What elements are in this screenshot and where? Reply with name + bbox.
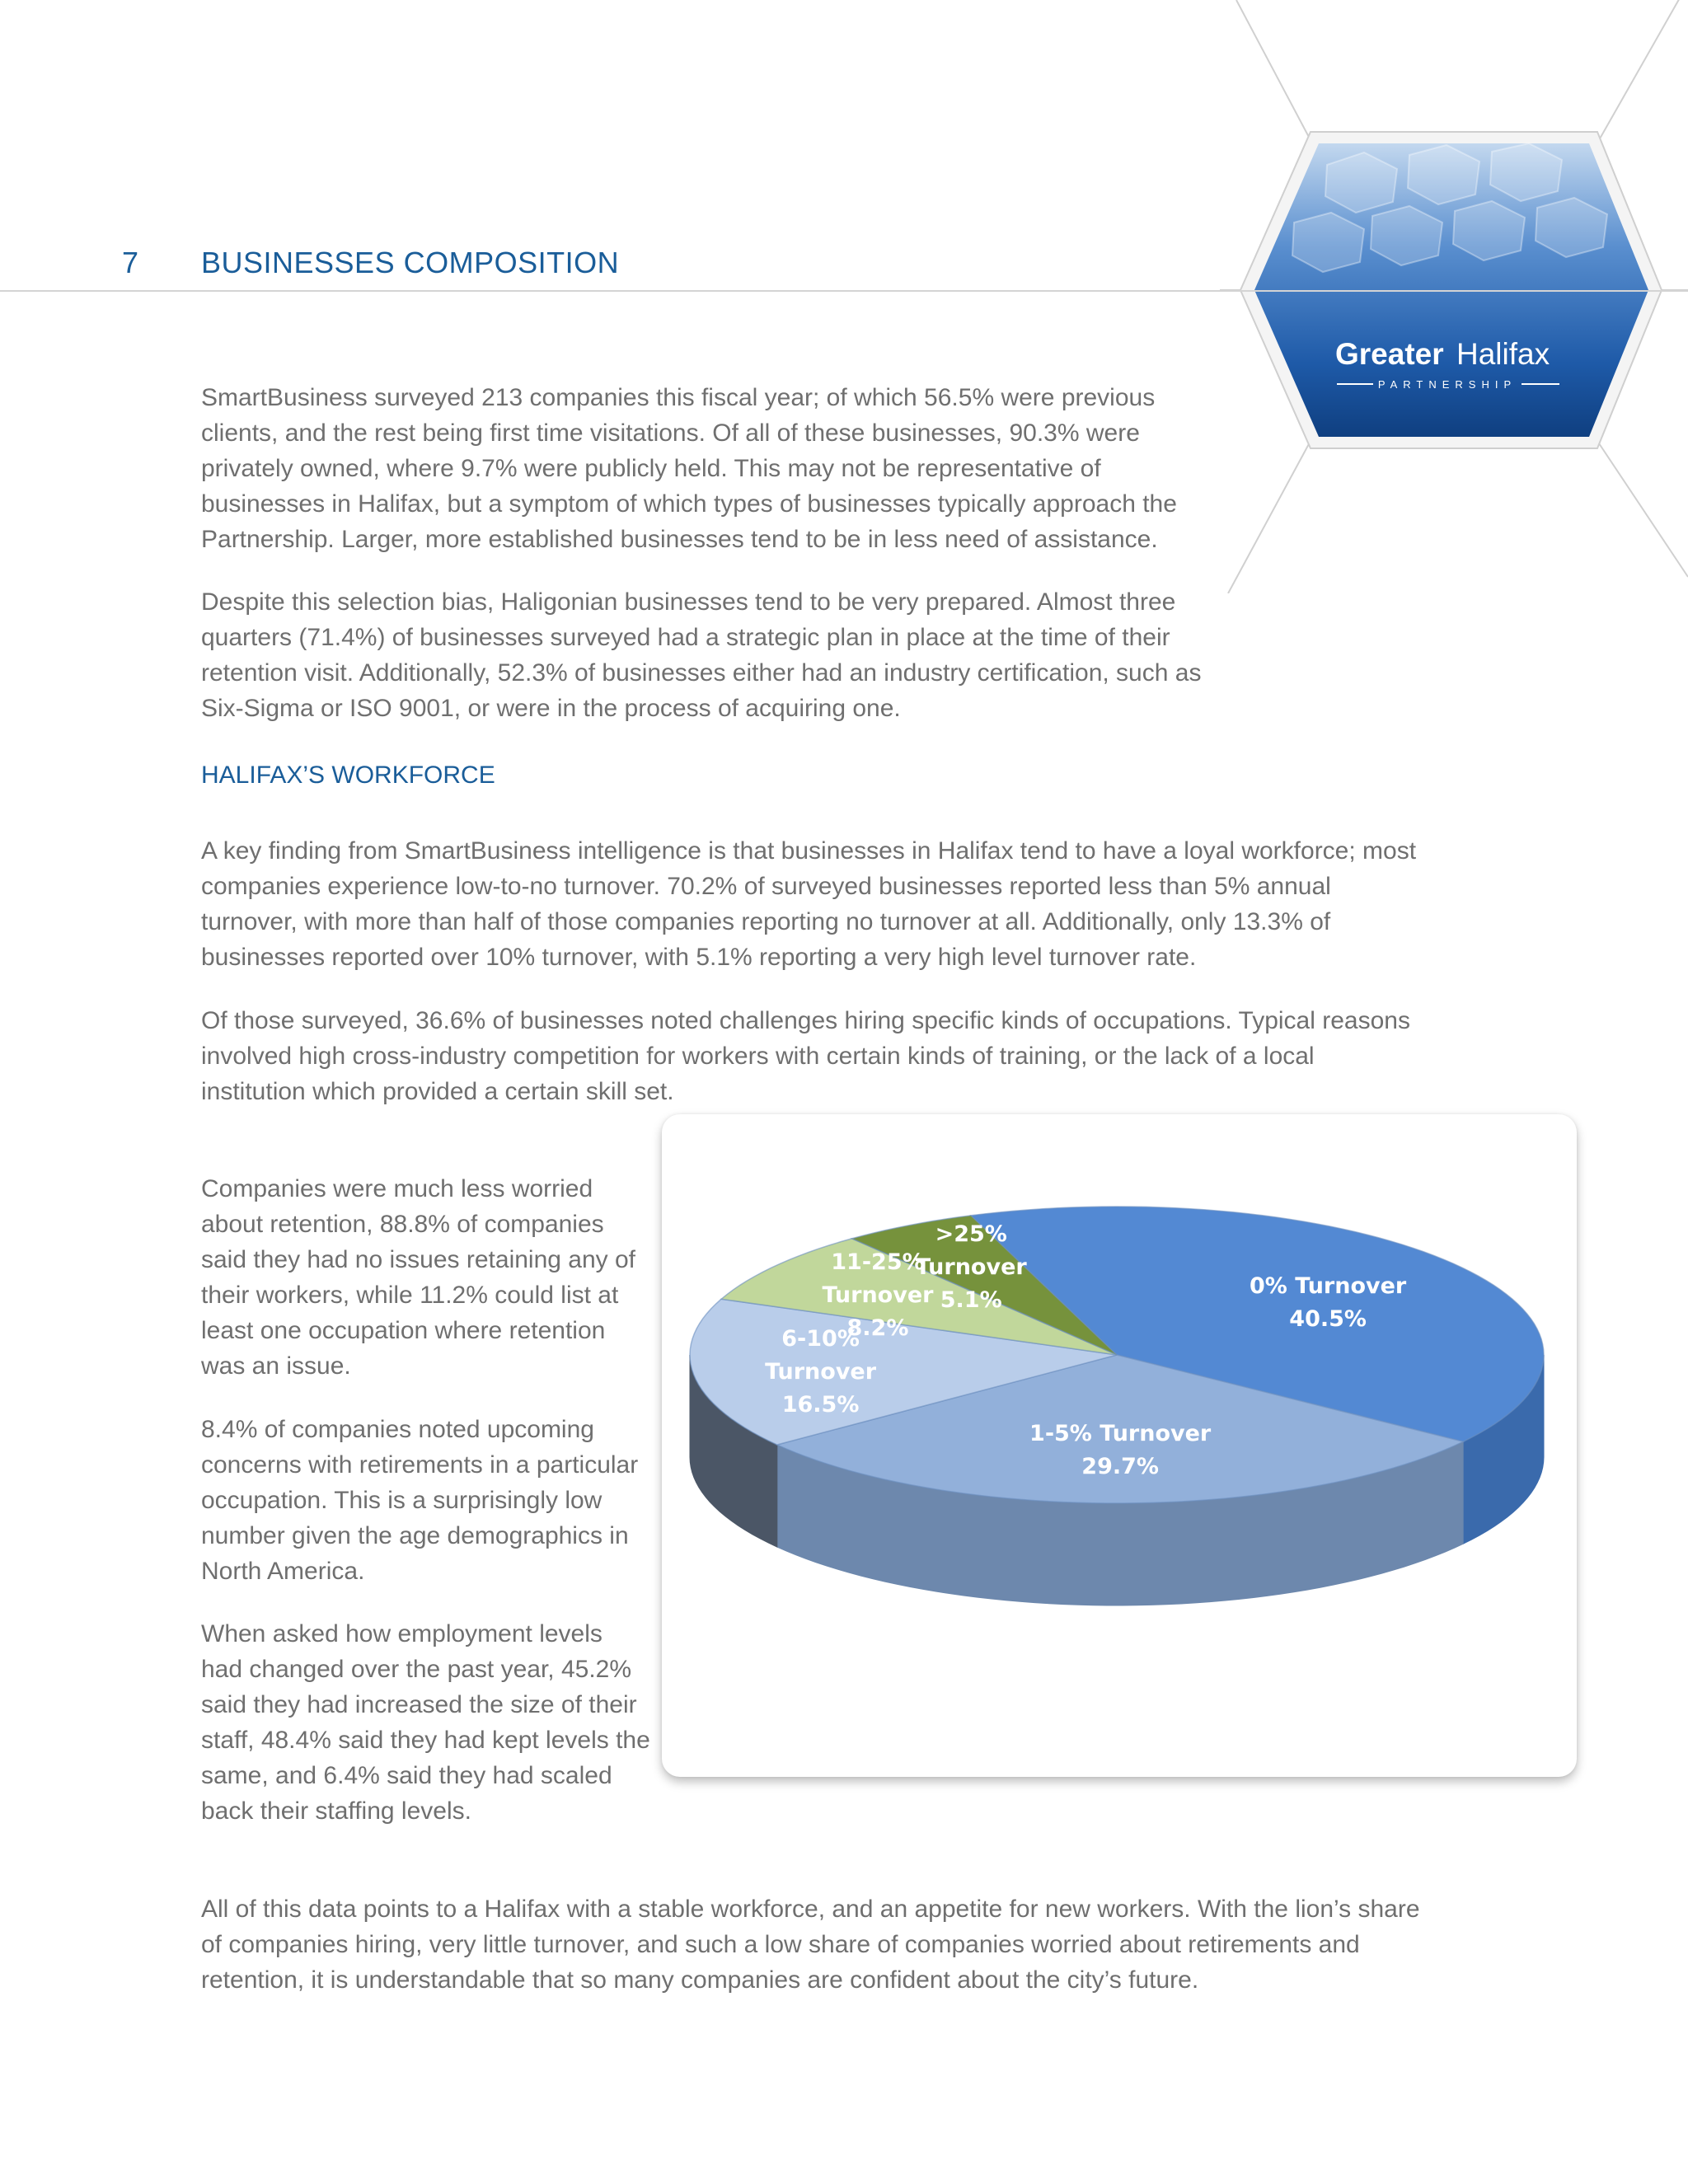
paragraph-preparedness: Despite this selection bias, Haligonian businesses tend to be very prepared. Almost three quarters (71.4%) of businesses surveyed had a strategic plan in place at the time of their retention visit. Additionally, 52.3% of businesses either had an industry certification, such as Six-Sigma or ISO 9001, or were in the process of acquiring one. xyxy=(201,588,1202,722)
pie-label-3: 11-25% Turnover 8.2% xyxy=(822,1249,934,1342)
logo-subtext: PARTNERSHIP xyxy=(1377,378,1517,391)
paragraph-retirements: 8.4% of companies noted upcoming concerns with retirements in a particular occupation. This is a surprisingly low number given the age demographics in North America. xyxy=(201,1416,639,1585)
greater-halifax-logo xyxy=(1220,0,1688,593)
subheading-workforce: HALIFAX’S WORKFORCE xyxy=(201,762,495,789)
header-rule xyxy=(0,290,1688,292)
pie-label-1: 1-5% Turnover 29.7% xyxy=(1029,1420,1212,1479)
logo-text-halifax: Halifax xyxy=(1456,337,1550,371)
logo-text-greater: Greater xyxy=(1335,337,1444,371)
pie-label-4: >25% Turnover 5.1% xyxy=(915,1221,1027,1313)
paragraph-conclusion: All of this data points to a Halifax with a stable workforce, and an appetite for new workers. With the lion’s share of companies hiring, very little turnover, and such a low share of companies worried about retirements and retention, it is understandable that so many companies are confident about the city’s future. xyxy=(201,1896,1420,1994)
turnover-chart-panel xyxy=(662,1114,1577,1777)
paragraph-retention: Companies were much less worried about retention, 88.8% of companies said they had no issues retaining any of their workers, while 11.2% could list at least one occupation where retention was an issue. xyxy=(201,1175,636,1380)
paragraph-hiring: Of those surveyed, 36.6% of businesses noted challenges hiring specific kinds of occupations. Typical reasons involved high cross-industry competition for workers with certain kinds of training, or the lack of a local institution which provided a certain skill set. xyxy=(201,1007,1410,1105)
pie-label-0: 0% Turnover 40.5% xyxy=(1250,1272,1407,1332)
paragraph-survey: SmartBusiness surveyed 213 companies this fiscal year; of which 56.5% were previous clients, and the rest being first time visitations. Of all of these businesses, 90.3% were privately owned, where 9.7% were publicly held. This may not be representative of businesses in Halifax, but a symptom of which types of businesses typically approach the Partnership. Larger, more established businesses tend to be in less need of assistance. xyxy=(201,384,1177,553)
section-title: BUSINESSES COMPOSITION xyxy=(201,246,620,279)
page-number: 7 xyxy=(122,246,139,279)
paragraph-employment: When asked how employment levels had changed over the past year, 45.2% said they had increased the size of their staff, 48.4% said they had kept levels the same, and 6.4% said they had scaled back their staffing levels. xyxy=(201,1620,650,1825)
pie-label-2: 6-10% Turnover 16.5% xyxy=(765,1325,877,1418)
paragraph-turnover: A key finding from SmartBusiness intelligence is that businesses in Halifax tend to have a loyal workforce; most companies experience low-to-no turnover. 70.2% of surveyed businesses reported less than 5% annual turnover, with more than half of those companies reporting no turnover at all. Additionally, only 13.3% of businesses reported over 10% turnover, with 5.1% reporting a very high level turnover rate. xyxy=(201,837,1417,971)
